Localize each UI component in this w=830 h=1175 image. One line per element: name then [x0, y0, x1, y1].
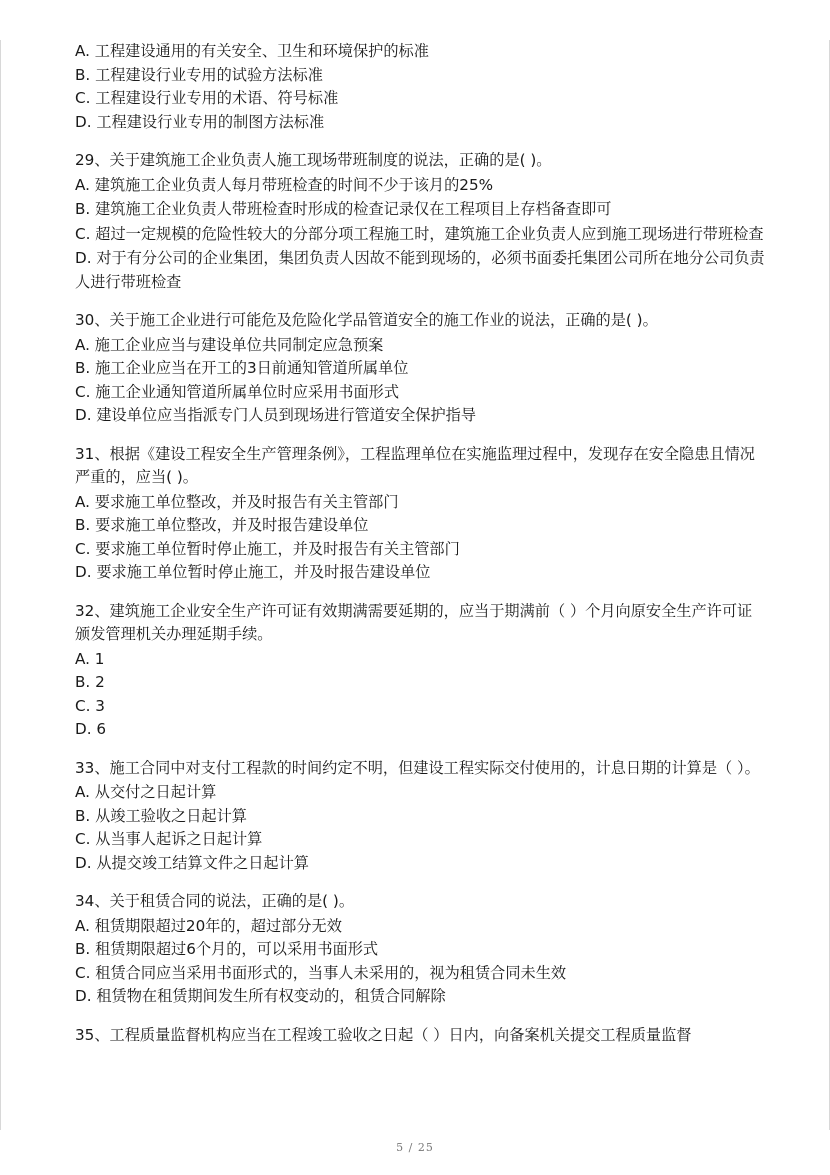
option: B. 建筑施工企业负责人带班检查时形成的检查记录仅在工程项目上存档备查即可	[75, 200, 612, 218]
page-number: 5 / 25	[396, 1141, 434, 1154]
option: D. 租赁物在租赁期间发生所有权变动的，租赁合同解除	[75, 987, 446, 1005]
option: C. 工程建设行业专用的术语、符号标准	[75, 89, 339, 107]
option: A. 从交付之日起计算	[75, 783, 217, 801]
question-29	[75, 149, 765, 294]
page-border-left	[0, 40, 1, 1130]
option: B. 施工企业应当在开工的3日前通知管道所属单位	[75, 359, 409, 377]
question-30	[75, 309, 765, 428]
option: B. 要求施工单位整改，并及时报告建设单位	[75, 516, 369, 534]
option: B. 租赁期限超过6个月的，可以采用书面形式	[75, 940, 379, 958]
option: D. 建设单位应当指派专门人员到现场进行管道安全保护指导	[75, 406, 477, 424]
option: B. 工程建设行业专用的试验方法标准	[75, 65, 323, 84]
option: D. 对于有分公司的企业集团，集团负责人因故不能到现场的，必须书面委托集团公司所在地分公司负责人进行带班检查	[75, 249, 765, 291]
question-34	[75, 890, 765, 1009]
page-content	[75, 40, 765, 1047]
option: A. 要求施工单位整改，并及时报告有关主管部门	[75, 492, 399, 511]
option: D. 工程建设行业专用的制图方法标准	[75, 112, 325, 131]
question-stem: 35、工程质量监督机构应当在工程竣工验收之日起（ ）日内，向备案机关提交工程质量监督	[75, 1025, 692, 1044]
option: A. 工程建设通用的有关安全、卫生和环境保护的标准	[75, 42, 429, 60]
option: A. 租赁期限超过20年的，超过部分无效	[75, 916, 342, 935]
question-33	[75, 757, 765, 876]
question-stem: 30、关于施工企业进行可能危及危险化学品管道安全的施工作业的说法，正确的是( )。	[75, 311, 658, 329]
question-stem: 31、根据《建设工程安全生产管理条例》，工程监理单位在实施监理过程中，发现存在安全隐患且情况严重的，应当( )。	[75, 444, 755, 486]
question-stem: 32、建筑施工企业安全生产许可证有效期满需要延期的，应当于期满前（ ）个月向原安全生产许可证颁发管理机关办理延期手续。	[75, 601, 753, 643]
question-stem: 34、关于租赁合同的说法，正确的是( )。	[75, 892, 355, 910]
continuation-options	[75, 40, 765, 134]
option: D. 从提交竣工结算文件之日起计算	[75, 853, 309, 872]
option: C. 施工企业通知管道所属单位时应采用书面形式	[75, 382, 400, 401]
option: D. 要求施工单位暂时停止施工，并及时报告建设单位	[75, 563, 431, 581]
question-stem: 33、施工合同中对支付工程款的时间约定不明，但建设工程实际交付使用的，计息日期的计算是（ ）。	[75, 758, 760, 777]
option: C. 从当事人起诉之日起计算	[75, 830, 263, 848]
question-31	[75, 443, 765, 585]
question-32	[75, 600, 765, 742]
option: A. 1	[75, 649, 105, 668]
option: C. 超过一定规模的危险性较大的分部分项工程施工时，建筑施工企业负责人应到施工现场进行带班检查	[75, 224, 764, 243]
option: B. 2	[75, 673, 105, 691]
option: D. 6	[75, 720, 107, 738]
question-stem: 29、关于建筑施工企业负责人施工现场带班制度的说法，正确的是( )。	[75, 151, 552, 169]
option: A. 建筑施工企业负责人每月带班检查的时间不少于该月的25%	[75, 175, 494, 194]
option: C. 3	[75, 696, 105, 715]
option: B. 从竣工验收之日起计算	[75, 806, 247, 825]
option: C. 要求施工单位暂时停止施工，并及时报告有关主管部门	[75, 539, 460, 558]
option: A. 施工企业应当与建设单位共同制定应急预案	[75, 335, 384, 354]
option: C. 租赁合同应当采用书面形式的，当事人未采用的，视为租赁合同未生效	[75, 963, 567, 982]
question-35	[75, 1024, 765, 1048]
